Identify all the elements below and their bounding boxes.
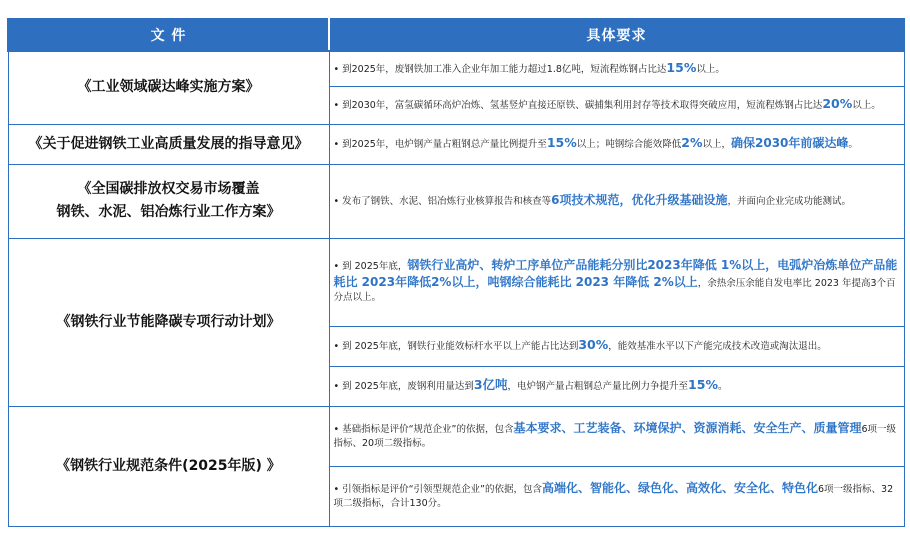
requirement-cell: • 到 2025年底，钢铁行业高炉、转炉工序单位产品能耗分别比2023年降低 1%以上，电弧炉冶炼单位产品能耗比 2023年降低2%以上，吨钢综合能耗比 2023 年降低 2%以上，余热余压余能自发电率比 2023 年提高3个百分点以上。: [329, 238, 904, 326]
document-title: 《钢铁行业节能降碳专项行动计划》: [8, 238, 329, 406]
table-row: [8, 238, 904, 326]
requirement-cell: • 到 2025年底，废钢利用量达到3亿吨，电炉钢产量占粗钢总产量比例力争提升至15%。: [329, 366, 904, 406]
header-requirements: 具体要求: [329, 19, 904, 51]
requirements-table: [7, 18, 905, 527]
requirement-cell: • 基础指标是评价“规范企业”的依据，包含基本要求、工艺装备、环境保护、资源消耗、安全生产、质量管理6项一级指标、20项二级指标。: [329, 406, 904, 466]
document-title: 《全国碳排放权交易市场覆盖 钢铁、水泥、铝冶炼行业工作方案》: [8, 164, 329, 238]
document-title: 《工业领域碳达峰实施方案》: [8, 51, 329, 124]
requirements-table-container: [7, 18, 903, 532]
document-title: 《关于促进钢铁工业高质量发展的指导意见》: [8, 124, 329, 164]
requirement-cell: • 到2025年，废钢铁加工准入企业年加工能力超过1.8亿吨，短流程炼钢占比达15%以上。: [329, 51, 904, 86]
requirement-cell: • 到 2025年底，钢铁行业能效标杆水平以上产能占比达到30%，能效基准水平以下产能完成技术改造或淘汰退出。: [329, 326, 904, 366]
table-row: [8, 124, 904, 164]
requirement-cell: • 引领指标是评价“引领型规范企业”的依据，包含高端化、智能化、绿色化、高效化、安全化、特色化6项一级指标、32项二级指标，合计130分。: [329, 466, 904, 526]
requirement-cell: • 到2025年，电炉钢产量占粗钢总产量比例提升至15%以上；吨钢综合能效降低2%以上，确保2030年前碳达峰。: [329, 124, 904, 164]
requirement-cell: • 发布了钢铁、水泥、铝冶炼行业核算报告和核查等6项技术规范，优化升级基础设施，并面向企业完成功能测试。: [329, 164, 904, 238]
header-document: 文 件: [8, 19, 329, 51]
table-row: [8, 406, 904, 466]
table-row: [8, 164, 904, 238]
header-row: [8, 19, 904, 51]
document-title: 《钢铁行业规范条件(2025年版) 》: [8, 406, 329, 526]
table-row: [8, 51, 904, 86]
requirement-cell: • 到2030年，富氢碳循环高炉冶炼、氢基竖炉直接还原铁、碳捕集利用封存等技术取得突破应用，短流程炼钢占比达20%以上。: [329, 86, 904, 124]
